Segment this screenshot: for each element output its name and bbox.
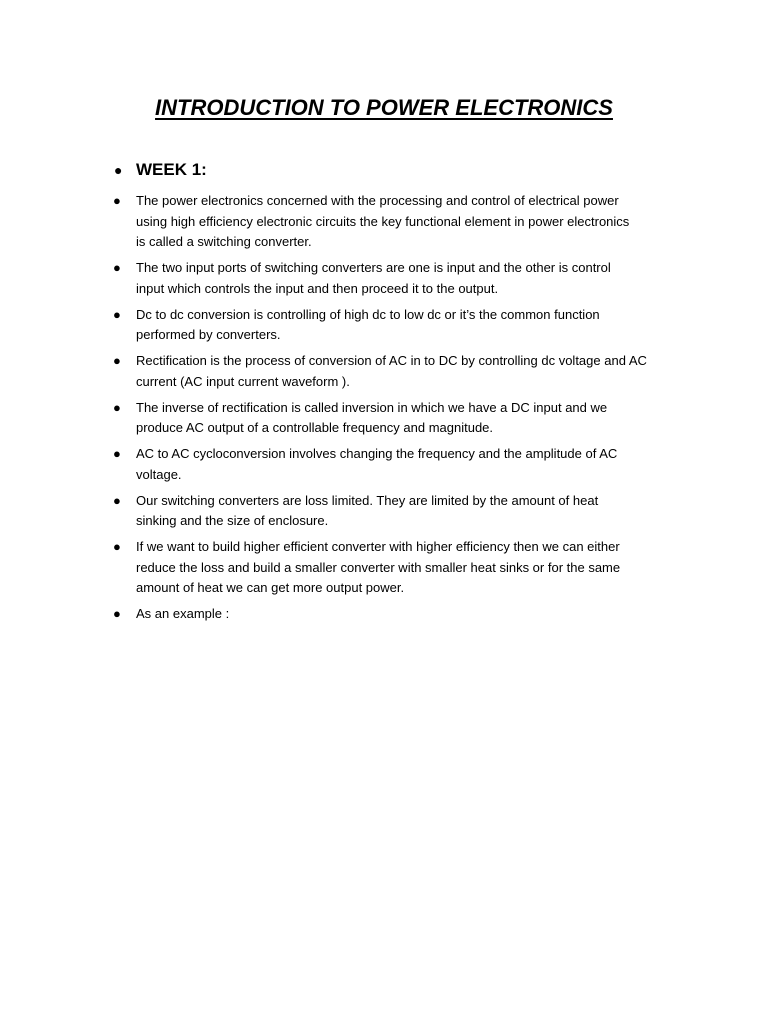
list-item-line: The power electronics concerned with the processing and control of electrical power — [136, 193, 619, 208]
list-item-line: input which controls the input and then proceed it to the output. — [136, 280, 499, 296]
list-item-line: AC to AC cycloconversion involves changing the frequency and the amplitude of AC — [136, 446, 618, 461]
bullet-icon: ● — [113, 492, 121, 508]
bullet-icon: ● — [113, 606, 121, 621]
list-item — [113, 258, 693, 299]
list-item — [113, 398, 693, 439]
list-item-line: Our switching converters are loss limited. They are limited by the amount of heat — [136, 492, 599, 508]
list-item-line: produce AC output of a controllable frequency and magnitude. — [136, 420, 494, 435]
week-heading-label: WEEK 1: — [136, 160, 207, 179]
bullet-icon: ● — [113, 260, 121, 275]
list-item-line: As an example : — [136, 606, 230, 621]
list-item-line: Dc to dc conversion is controlling of high dc to low dc or it’s the common function — [136, 306, 600, 322]
bullet-icon: ● — [113, 446, 121, 461]
bullet-icon: ● — [114, 162, 123, 178]
bullet-icon: ● — [113, 399, 121, 415]
list-item-line: using high efficiency electronic circuits the key functional element in power electronics — [136, 213, 630, 229]
list-item-line: performed by converters. — [136, 327, 281, 342]
list-item — [113, 537, 693, 599]
bullet-list — [113, 191, 693, 630]
week-heading — [114, 158, 207, 182]
list-item-line: Rectification is the process of conversion of AC in to DC by controlling dc voltage and AC — [136, 353, 647, 368]
list-item — [113, 444, 693, 485]
bullet-icon: ● — [113, 193, 121, 208]
list-item — [113, 491, 693, 532]
list-item-line: sinking and the size of enclosure. — [136, 513, 329, 528]
list-item — [113, 191, 693, 253]
list-item-line: The inverse of rectification is called inversion in which we have a DC input and we — [136, 399, 608, 415]
page-title: INTRODUCTION TO POWER ELECTRONICS — [155, 95, 613, 120]
list-item-line: voltage. — [136, 466, 182, 482]
list-item — [113, 305, 693, 346]
list-item-line: If we want to build higher efficient converter with higher efficiency then we can either — [136, 539, 620, 554]
list-item-line: The two input ports of switching converters are one is input and the other is control — [136, 260, 611, 275]
list-item-line: is called a switching converter. — [136, 234, 312, 249]
list-item-line: amount of heat we can get more output power. — [136, 580, 405, 595]
bullet-icon: ● — [113, 353, 121, 368]
bullet-icon: ● — [113, 539, 121, 554]
bullet-icon: ● — [113, 306, 121, 322]
list-item-line: current (AC input current waveform ). — [136, 373, 350, 389]
list-item — [113, 604, 693, 625]
list-item-line: reduce the loss and build a smaller converter with smaller heat sinks or for the same — [136, 559, 621, 575]
list-item — [113, 351, 693, 392]
